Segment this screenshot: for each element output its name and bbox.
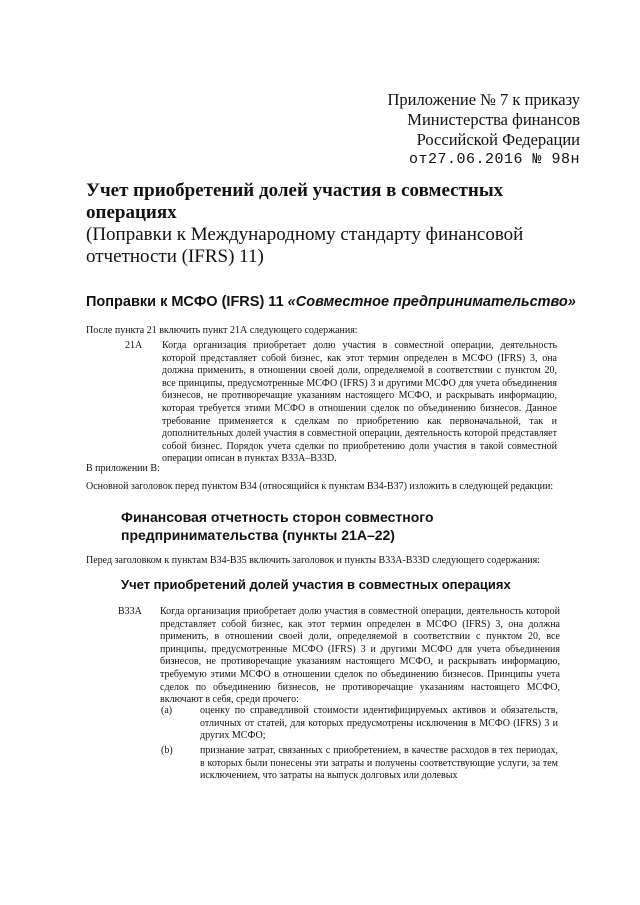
list-item-label: (a) [161, 705, 173, 716]
paragraph-number: B33A [118, 606, 142, 617]
amendment-heading-italic: «Совместное предпринимательство» [287, 294, 576, 310]
ministry-line: Министерства финансов [407, 110, 580, 129]
appendix-line: Приложение № 7 к приказу [387, 90, 580, 109]
amendment-heading [86, 294, 576, 310]
paragraph-21a-text: Когда организация приобретает долю участия в совместной операции, деятельность которой представляет собой бизнес, как этот термин определен в МСФО (IFRS) 3, она должна применить, в отношении своей доли, определяемой в соответствии с пунктом 20, все принципы, предусмотренные МСФО (IFRS) 3 и другими МСФО для учета объединения бизнесов, не противоречащие указаниям настоящего МСФО, и раскрывать информацию, которая требуется этими МСФО в отношении сделок по объединению бизнесов. Данное требование применяется к сделкам по приобретению как первоначальной, так и дополнительных долей участия в совместной операции, деятельность которой представляет собой бизнес. Порядок учета сделки по приобретению доли участия в такой совместной операции описан в пунктах B33A–B33D. [162, 340, 557, 465]
instruction-appendix-b: В приложении B: [86, 463, 160, 474]
list-item-text: признание затрат, связанных с приобретением, в качестве расходов в тех периодах, в которых были понесены эти затраты и получены соответствующие услуги, за тем исключением, что затраты на выпуск долговых или долевых [200, 745, 558, 782]
paragraph-b33a-text: Когда организация приобретает долю участия в совместной операции, деятельность которой представляет собой бизнес, как этот термин определен в МСФО (IFRS) 3, она должна применить, в отношении своей доли, определяемой в соответствии с пунктом 20, все принципы, предусмотренные МСФО (IFRS) 3 и другими МСФО для учета объединения бизнесов, не противоречащие указаниям настоящего МСФО, и раскрывать информацию, требуемую этими МСФО в отношении сделок по объединению бизнесов. Принципы учета сделок по объединению бизнесов, не противоречащие указаниям настоящего МСФО, включают в себя, среди прочего: [160, 606, 560, 706]
document-subtitle: (Поправки к Международному стандарту финансовой отчетности (IFRS) 11) [86, 224, 524, 267]
document-title: Учет приобретений долей участия в совместных операциях [86, 180, 504, 223]
list-item-label: (b) [161, 745, 173, 756]
federation-line: Российской Федерации [416, 130, 580, 149]
instruction-insert-21a: После пункта 21 включить пункт 21А следующего содержания: [86, 325, 358, 336]
amendment-heading-prefix: Поправки к МСФО (IFRS) 11 [86, 294, 288, 310]
order-date-number: от27.06.2016 № 98н [408, 151, 580, 168]
acquisitions-heading: Учет приобретений долей участия в совместных операциях [121, 577, 511, 592]
appendix-header [350, 90, 580, 170]
instruction-heading-b34: Основной заголовок перед пунктом B34 (относящийся к пунктам B34-B37) изложить в следующей редакции: [86, 481, 554, 492]
paragraph-number: 21A [125, 340, 143, 351]
list-item-text: оценку по справедливой стоимости идентифицируемых активов и обязательств, отличных от статей, для которых предусмотрены исключения в МСФО (IFRS) 3 и других МСФО; [200, 705, 558, 742]
instruction-insert-b33a: Перед заголовком к пунктам B34-B35 включить заголовок и пункты B33A-B33D следующего содержания: [86, 555, 541, 566]
financial-statements-heading: Финансовая отчетность сторон совместного предпринимательства (пункты 21А–22) [121, 509, 434, 543]
